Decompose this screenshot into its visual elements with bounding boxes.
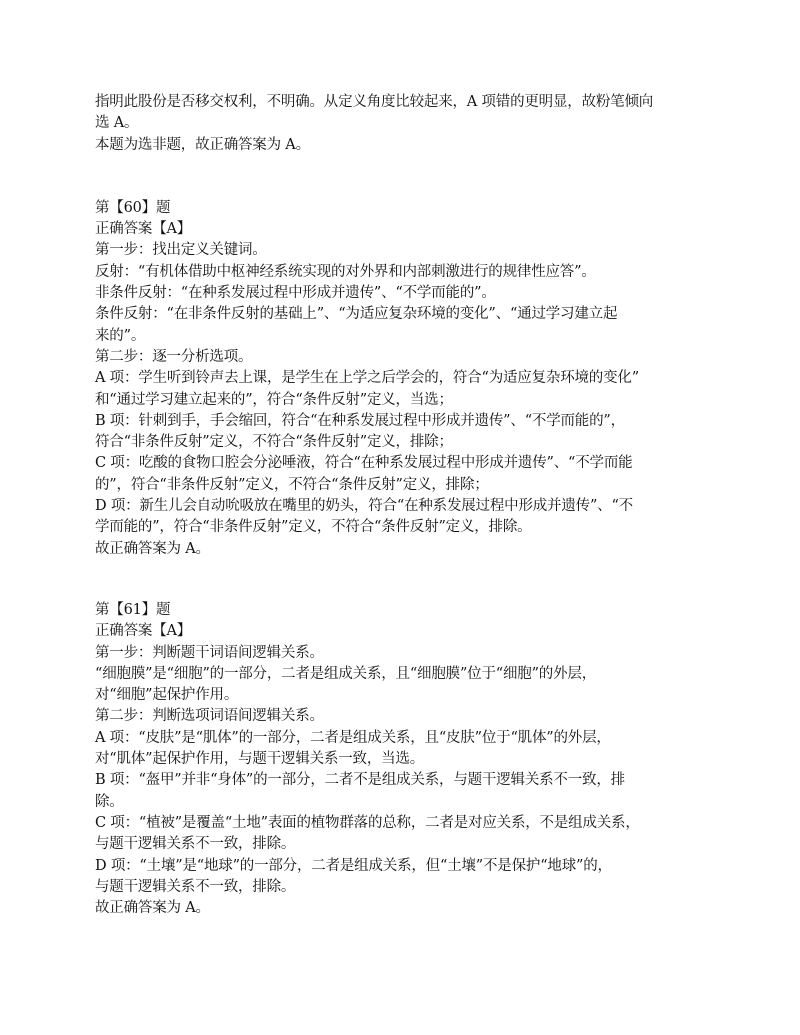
option-b-line: B 项：针刺到手，手会缩回，符合“在种系发展过程中形成并遗传”、“不学而能的”， (95, 412, 625, 429)
text-line: 第一步：判断题干词语间逻辑关系。 (95, 644, 324, 661)
text-line: 与题干逻辑关系不一致，排除。 (95, 836, 296, 853)
final-answer: 故正确答案为 A。 (95, 540, 210, 557)
text-line: 学而能的”，符合“非条件反射”定义，不符合“条件反射”定义，排除。 (95, 519, 532, 536)
final-answer: 故正确答案为 A。 (95, 900, 210, 917)
previous-answer-tail (95, 92, 725, 156)
text-line: 符合“非条件反射”定义，不符合“条件反射”定义，排除； (95, 434, 453, 451)
option-d-line: D 项：新生儿会自动吮吸放在嘴里的奶头，符合“在种系发展过程中形成并遗传”、“不 (95, 498, 633, 515)
text-line: 除。 (95, 793, 124, 810)
text-line: 本题为选非题，故正确答案为 A。 (95, 136, 310, 153)
text-line: 对“细胞”起保护作用。 (95, 687, 239, 704)
text-line: 来的”。 (95, 327, 146, 344)
option-a-line: A 项：“皮肤”是“肌体”的一部分，二者是组成关系，且“皮肤”位于“肌体”的外层， (95, 729, 611, 746)
text-line: 对“肌体”起保护作用，与题干逻辑关系一致，当选。 (95, 751, 425, 768)
question-61-explanation (95, 600, 725, 919)
spacer (95, 560, 725, 600)
text-line: 与题干逻辑关系不一致，排除。 (95, 878, 296, 895)
text-line: 第二步：判断选项词语间逻辑关系。 (95, 708, 324, 725)
text-line: 非条件反射：“在种系发展过程中形成并遗传”、“不学而能的”。 (95, 285, 496, 302)
text-line: 选 A。 (95, 115, 139, 132)
correct-answer: 正确答案【A】 (95, 221, 192, 238)
question-title: 第【60】题 (95, 199, 171, 216)
text-line: 第一步：找出定义关键词。 (95, 242, 267, 259)
text-line: 第二步：逐一分析选项。 (95, 348, 253, 365)
option-c-line: C 项：吃酸的食物口腔会分泌唾液，符合“在种系发展过程中形成并遗传”、“不学而能 (95, 455, 633, 472)
text-line: 和“通过学习建立起来的”，符合“条件反射”定义，当选； (95, 391, 453, 408)
question-title: 第【61】题 (95, 601, 171, 618)
option-d-line: D 项：“土壤”是“地球”的一部分，二者是组成关系，但“土壤”不是保护“地球”的， (95, 857, 612, 874)
option-c-line: C 项：“植被”是覆盖“土地”表面的植物群落的总称，二者是对应关系，不是组成关系， (95, 814, 640, 831)
spacer (95, 156, 725, 198)
question-60-explanation (95, 198, 725, 560)
correct-answer: 正确答案【A】 (95, 623, 192, 640)
text-line: 条件反射：“在非条件反射的基础上”、“为适应复杂环境的变化”、“通过学习建立起 (95, 306, 618, 323)
text-line: 指明此股份是否移交权利，不明确。从定义角度比较起来，A 项错的更明显，故粉笔倾向 (95, 94, 654, 110)
document-page (95, 92, 725, 919)
option-b-line: B 项：“盔甲”并非“身体”的一部分，二者不是组成关系，与题干逻辑关系不一致，排 (95, 772, 625, 789)
option-a-line: A 项：学生听到铃声去上课，是学生在上学之后学会的，符合“为适应复杂环境的变化” (95, 370, 639, 387)
text-line: “细胞膜”是“细胞”的一部分，二者是组成关系，且“细胞膜”位于“细胞”的外层， (95, 665, 596, 682)
text-line: 反射：“有机体借助中枢神经系统实现的对外界和内部刺激进行的规律性应答”。 (95, 263, 596, 280)
text-line: 的”，符合“非条件反射”定义，不符合“条件反射”定义，排除； (95, 476, 489, 493)
